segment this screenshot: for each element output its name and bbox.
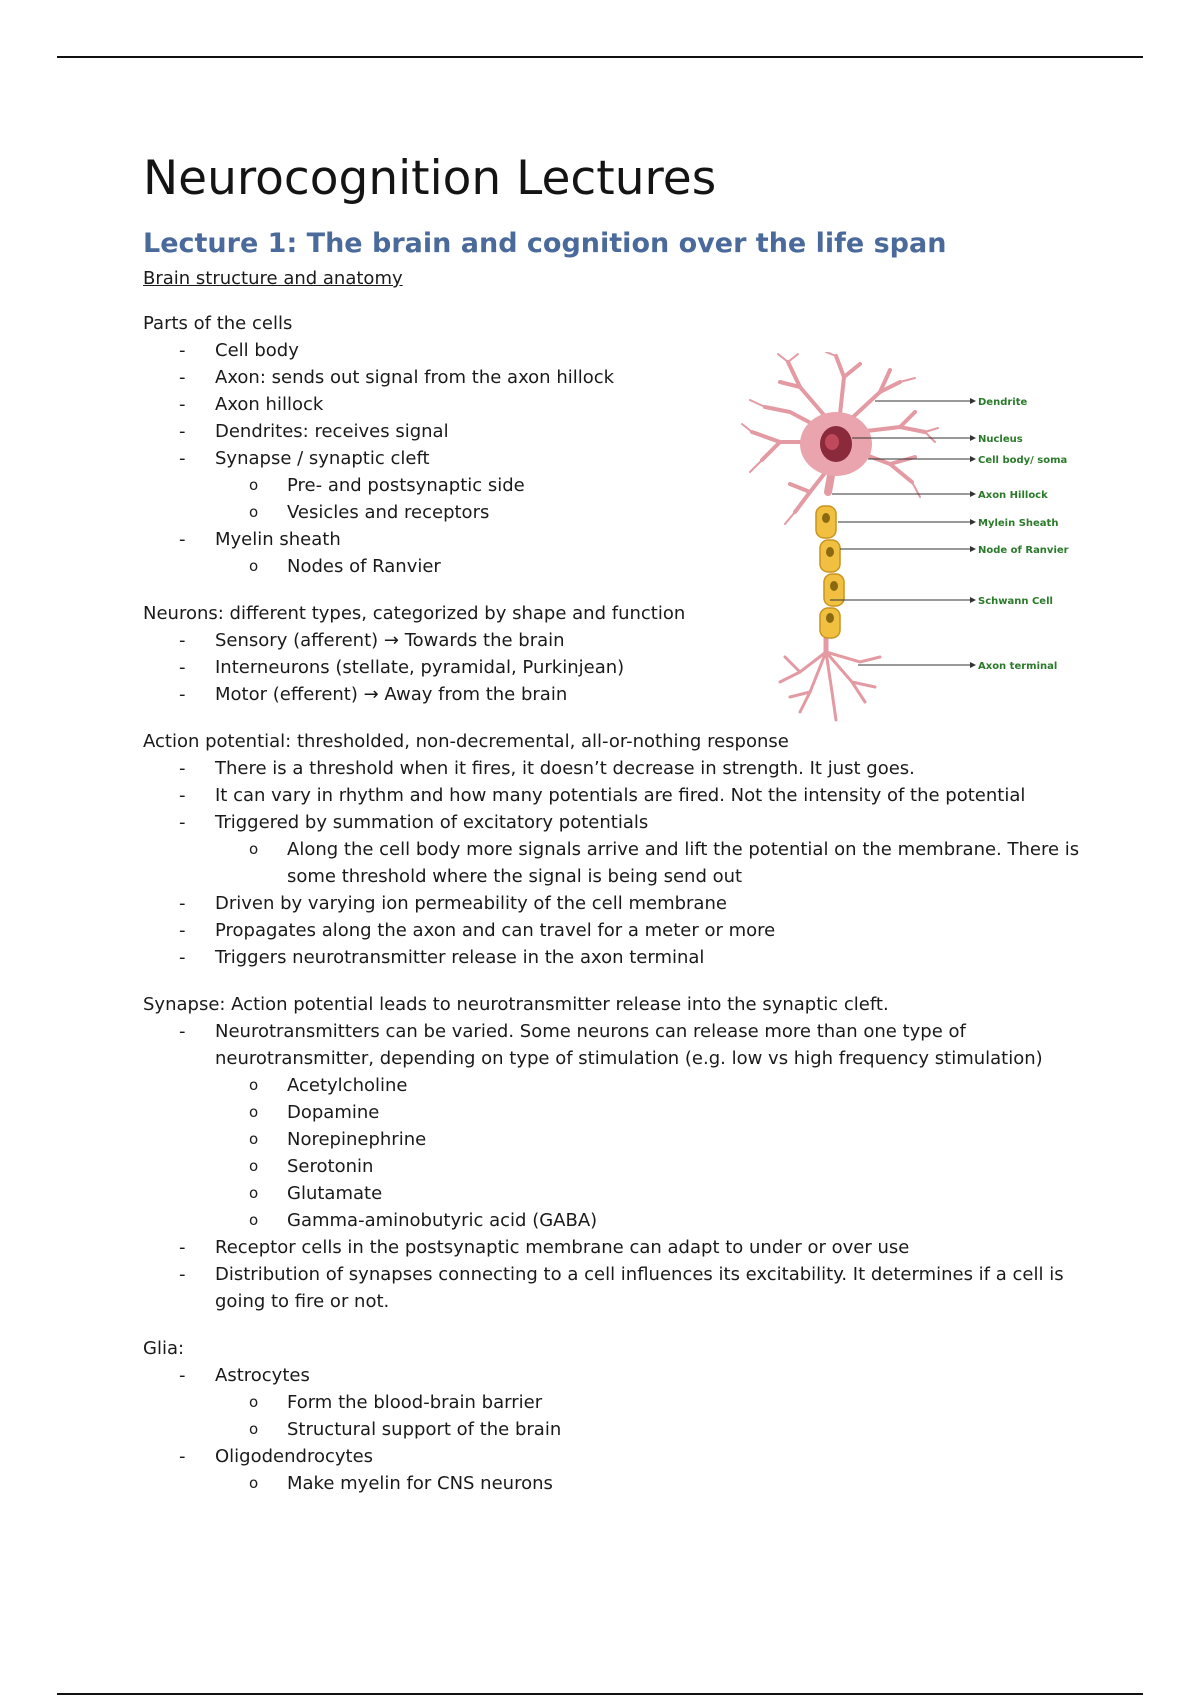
sub-list-item: [143, 1207, 1083, 1234]
dash-bullet: -: [179, 340, 186, 361]
dash-bullet: -: [179, 947, 186, 968]
section-synapse: [143, 991, 1083, 1315]
list-item-text: Cell body: [215, 340, 299, 361]
list-item: [143, 917, 1083, 944]
list-item: [143, 782, 1083, 809]
list-item-text: Along the cell body more signals arrive and lift the potential on the membrane. There is some threshold where the signal is being send out: [287, 839, 1080, 887]
label-dendrite: Dendrite: [978, 397, 1028, 408]
label-schwann-cell: Schwann Cell: [978, 596, 1053, 607]
list-item-text: Vesicles and receptors: [287, 502, 490, 523]
dash-bullet: -: [179, 1446, 186, 1467]
lecture-heading: Lecture 1: The brain and cognition over the life span: [143, 228, 947, 259]
section-intro: Parts of the cells: [143, 313, 293, 334]
list-item-text: Neurotransmitters can be varied. Some neurons can release more than one type of neurotransmitter, depending on type of stimulation (e.g. low vs high frequency stimulation): [215, 1021, 1043, 1069]
section-action-potential: [143, 728, 1083, 971]
myelin-segments: [816, 506, 844, 638]
list-item-text: Dendrites: receives signal: [215, 421, 449, 442]
list-item-text: Sensory (afferent) → Towards the brain: [215, 630, 565, 651]
section-intro: Neurons: different types, categorized by shape and function: [143, 603, 686, 624]
list-item-text: Glutamate: [287, 1183, 383, 1204]
list-item-text: Propagates along the axon and can travel for a meter or more: [215, 920, 776, 941]
list-item-text: Motor (efferent) → Away from the brain: [215, 684, 568, 705]
sub-list-item: [143, 1416, 1083, 1443]
dash-bullet: -: [179, 1237, 186, 1258]
list-item: [143, 890, 1083, 917]
sub-list-item: [143, 1072, 1083, 1099]
list-item-text: Receptor cells in the postsynaptic membrane can adapt to under or over use: [215, 1237, 910, 1258]
list-item-text: Triggered by summation of excitatory potentials: [215, 812, 649, 833]
dash-bullet: -: [179, 529, 186, 550]
list-item: [143, 1234, 1083, 1261]
list-item: [143, 1362, 1083, 1389]
document-body: [143, 140, 1083, 1497]
list-item-text: Axon hillock: [215, 394, 324, 415]
dash-bullet: -: [179, 1021, 186, 1042]
dash-bullet: -: [179, 1264, 186, 1285]
label-axon-hillock: Axon Hillock: [978, 490, 1048, 501]
circle-bullet: o: [249, 1420, 259, 1438]
document-title: Neurocognition Lectures: [143, 151, 717, 206]
sub-list-item: [143, 1389, 1083, 1416]
list-item-text: There is a threshold when it fires, it doesn’t decrease in strength. It just goes.: [215, 758, 915, 779]
list-item-text: Myelin sheath: [215, 529, 341, 550]
dash-bullet: -: [179, 657, 186, 678]
circle-bullet: o: [249, 1130, 259, 1148]
sub-list-item: [143, 1126, 1083, 1153]
circle-bullet: o: [249, 1157, 259, 1175]
dash-bullet: -: [179, 630, 186, 651]
sub-list-item: [143, 836, 1083, 890]
dash-bullet: -: [179, 785, 186, 806]
circle-bullet: o: [249, 1211, 259, 1229]
list-item-text: Norepinephrine: [287, 1129, 427, 1150]
list-item-text: Acetylcholine: [287, 1075, 408, 1096]
section-intro: Glia:: [143, 1338, 185, 1359]
dash-bullet: -: [179, 367, 186, 388]
list-item-text: Gamma-aminobutyric acid (GABA): [287, 1210, 598, 1231]
label-nucleus: Nucleus: [978, 434, 1023, 445]
dash-bullet: -: [179, 920, 186, 941]
circle-bullet: o: [249, 1103, 259, 1121]
list-item-text: Structural support of the brain: [287, 1419, 562, 1440]
sub-list-item: [143, 1470, 1083, 1497]
circle-bullet: o: [249, 840, 259, 858]
dash-bullet: -: [179, 758, 186, 779]
dash-bullet: -: [179, 448, 186, 469]
neuron-illustration: [740, 352, 1080, 724]
label-cell-body: Cell body/ soma: [978, 455, 1068, 466]
list-item-text: Oligodendrocytes: [215, 1446, 374, 1467]
list-item: [143, 1261, 1083, 1315]
label-axon-terminal: Axon terminal: [978, 661, 1058, 672]
dash-bullet: -: [179, 812, 186, 833]
circle-bullet: o: [249, 1184, 259, 1202]
dash-bullet: -: [179, 684, 186, 705]
list-item-text: Nodes of Ranvier: [287, 556, 441, 577]
dash-bullet: -: [179, 893, 186, 914]
section-glia: [143, 1335, 1083, 1497]
list-item-text: Dopamine: [287, 1102, 380, 1123]
section-subheading: Brain structure and anatomy: [143, 268, 403, 289]
list-item-text: Triggers neurotransmitter release in the axon terminal: [215, 947, 705, 968]
dash-bullet: -: [179, 421, 186, 442]
dash-bullet: -: [179, 394, 186, 415]
bottom-rule: [57, 1693, 1143, 1695]
section-intro: Action potential: thresholded, non-decremental, all-or-nothing response: [143, 731, 789, 752]
list-item: [143, 755, 1083, 782]
list-item: [143, 809, 1083, 836]
list-item: [143, 1018, 1083, 1072]
list-item: [143, 944, 1083, 971]
circle-bullet: o: [249, 1076, 259, 1094]
section-intro: Synapse: Action potential leads to neurotransmitter release into the synaptic cleft.: [143, 994, 889, 1015]
circle-bullet: o: [249, 557, 259, 575]
label-myelin-sheath: Mylein Sheath: [978, 518, 1059, 529]
sub-list-item: [143, 1099, 1083, 1126]
list-item-text: It can vary in rhythm and how many potentials are fired. Not the intensity of the potential: [215, 785, 1026, 806]
list-item-text: Pre- and postsynaptic side: [287, 475, 525, 496]
list-item-text: Make myelin for CNS neurons: [287, 1473, 553, 1494]
top-rule: [57, 56, 1143, 58]
list-item-text: Synapse / synaptic cleft: [215, 448, 430, 469]
circle-bullet: o: [249, 1393, 259, 1411]
list-item-text: Serotonin: [287, 1156, 374, 1177]
circle-bullet: o: [249, 1474, 259, 1492]
sub-list-item: [143, 1180, 1083, 1207]
list-item-text: Distribution of synapses connecting to a cell influences its excitability. It determines if a cell is going to fire or not.: [215, 1264, 1064, 1312]
list-item-text: Interneurons (stellate, pyramidal, Purkinjean): [215, 657, 625, 678]
list-item-text: Driven by varying ion permeability of the cell membrane: [215, 893, 727, 914]
list-item-text: Astrocytes: [215, 1365, 310, 1386]
circle-bullet: o: [249, 503, 259, 521]
sub-list-item: [143, 1153, 1083, 1180]
dash-bullet: -: [179, 1365, 186, 1386]
circle-bullet: o: [249, 476, 259, 494]
list-item-text: Form the blood-brain barrier: [287, 1392, 543, 1413]
list-item-text: Axon: sends out signal from the axon hillock: [215, 367, 615, 388]
list-item: [143, 1443, 1083, 1470]
label-node-of-ranvier: Node of Ranvier: [978, 545, 1069, 556]
neuron-diagram: [740, 352, 1080, 724]
